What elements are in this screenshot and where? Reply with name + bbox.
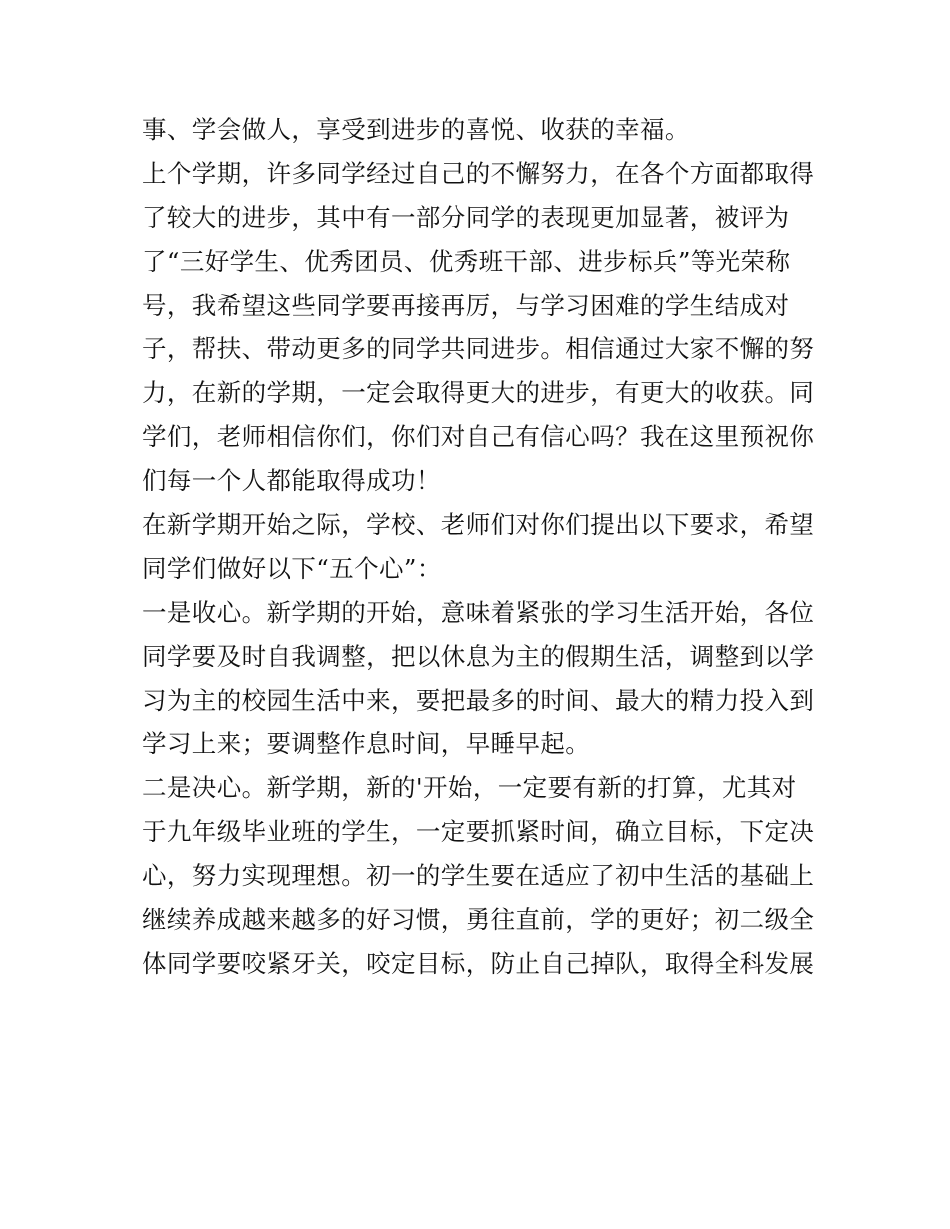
text-line: 子，帮扶、带动更多的同学共同进步。相信通过大家不懈的努 — [142, 334, 815, 364]
text-line: 心，努力实现理想。初一的学生要在适应了初中生活的基础上 — [142, 861, 815, 891]
text-line: 了“三好学生、优秀团员、优秀班干部、进步标兵”等光荣称 — [142, 246, 791, 276]
text-line: 学们，老师相信你们，你们对自己有信心吗？我在这里预祝你 — [142, 422, 815, 452]
text-line: 在新学期开始之际，学校、老师们对你们提出以下要求，希望 — [142, 510, 815, 540]
text-line: 体同学要咬紧牙关，咬定目标，防止自己掉队，取得全科发展 — [142, 948, 815, 978]
text-line: 一是收心。新学期的开始，意味着紧张的学习生活开始，各位 — [142, 597, 815, 627]
text-line: 习为主的校园生活中来，要把最多的时间、最大的精力投入到 — [142, 685, 815, 715]
text-line: 力，在新的学期，一定会取得更大的进步，有更大的收获。同 — [142, 378, 815, 408]
text-line: 二是决心。新学期，新的'开始，一定要有新的打算，尤其对 — [142, 773, 797, 803]
text-line: 同学们做好以下“五个心”： — [142, 553, 442, 583]
text-line: 事、学会做人，享受到进步的喜悦、收获的幸福。 — [142, 115, 690, 144]
text-line: 上个学期，许多同学经过自己的不懈努力，在各个方面都取得 — [142, 158, 815, 188]
text-line: 了较大的进步，其中有一部分同学的表现更加显著，被评为 — [142, 202, 790, 232]
body-text — [142, 108, 822, 986]
text-line: 同学要及时自我调整，把以休息为主的假期生活，调整到以学 — [142, 641, 815, 671]
text-line: 继续养成越来越多的好习惯，勇往直前，学的更好；初二级全 — [142, 905, 815, 935]
text-line: 们每一个人都能取得成功！ — [142, 466, 441, 496]
text-line: 号，我希望这些同学要再接再厉，与学习困难的学生结成对 — [142, 290, 790, 320]
text-line: 学习上来；要调整作息时间，早睡早起。 — [142, 729, 591, 759]
text-line: 于九年级毕业班的学生，一定要抓紧时间，确立目标，下定决 — [142, 817, 815, 847]
